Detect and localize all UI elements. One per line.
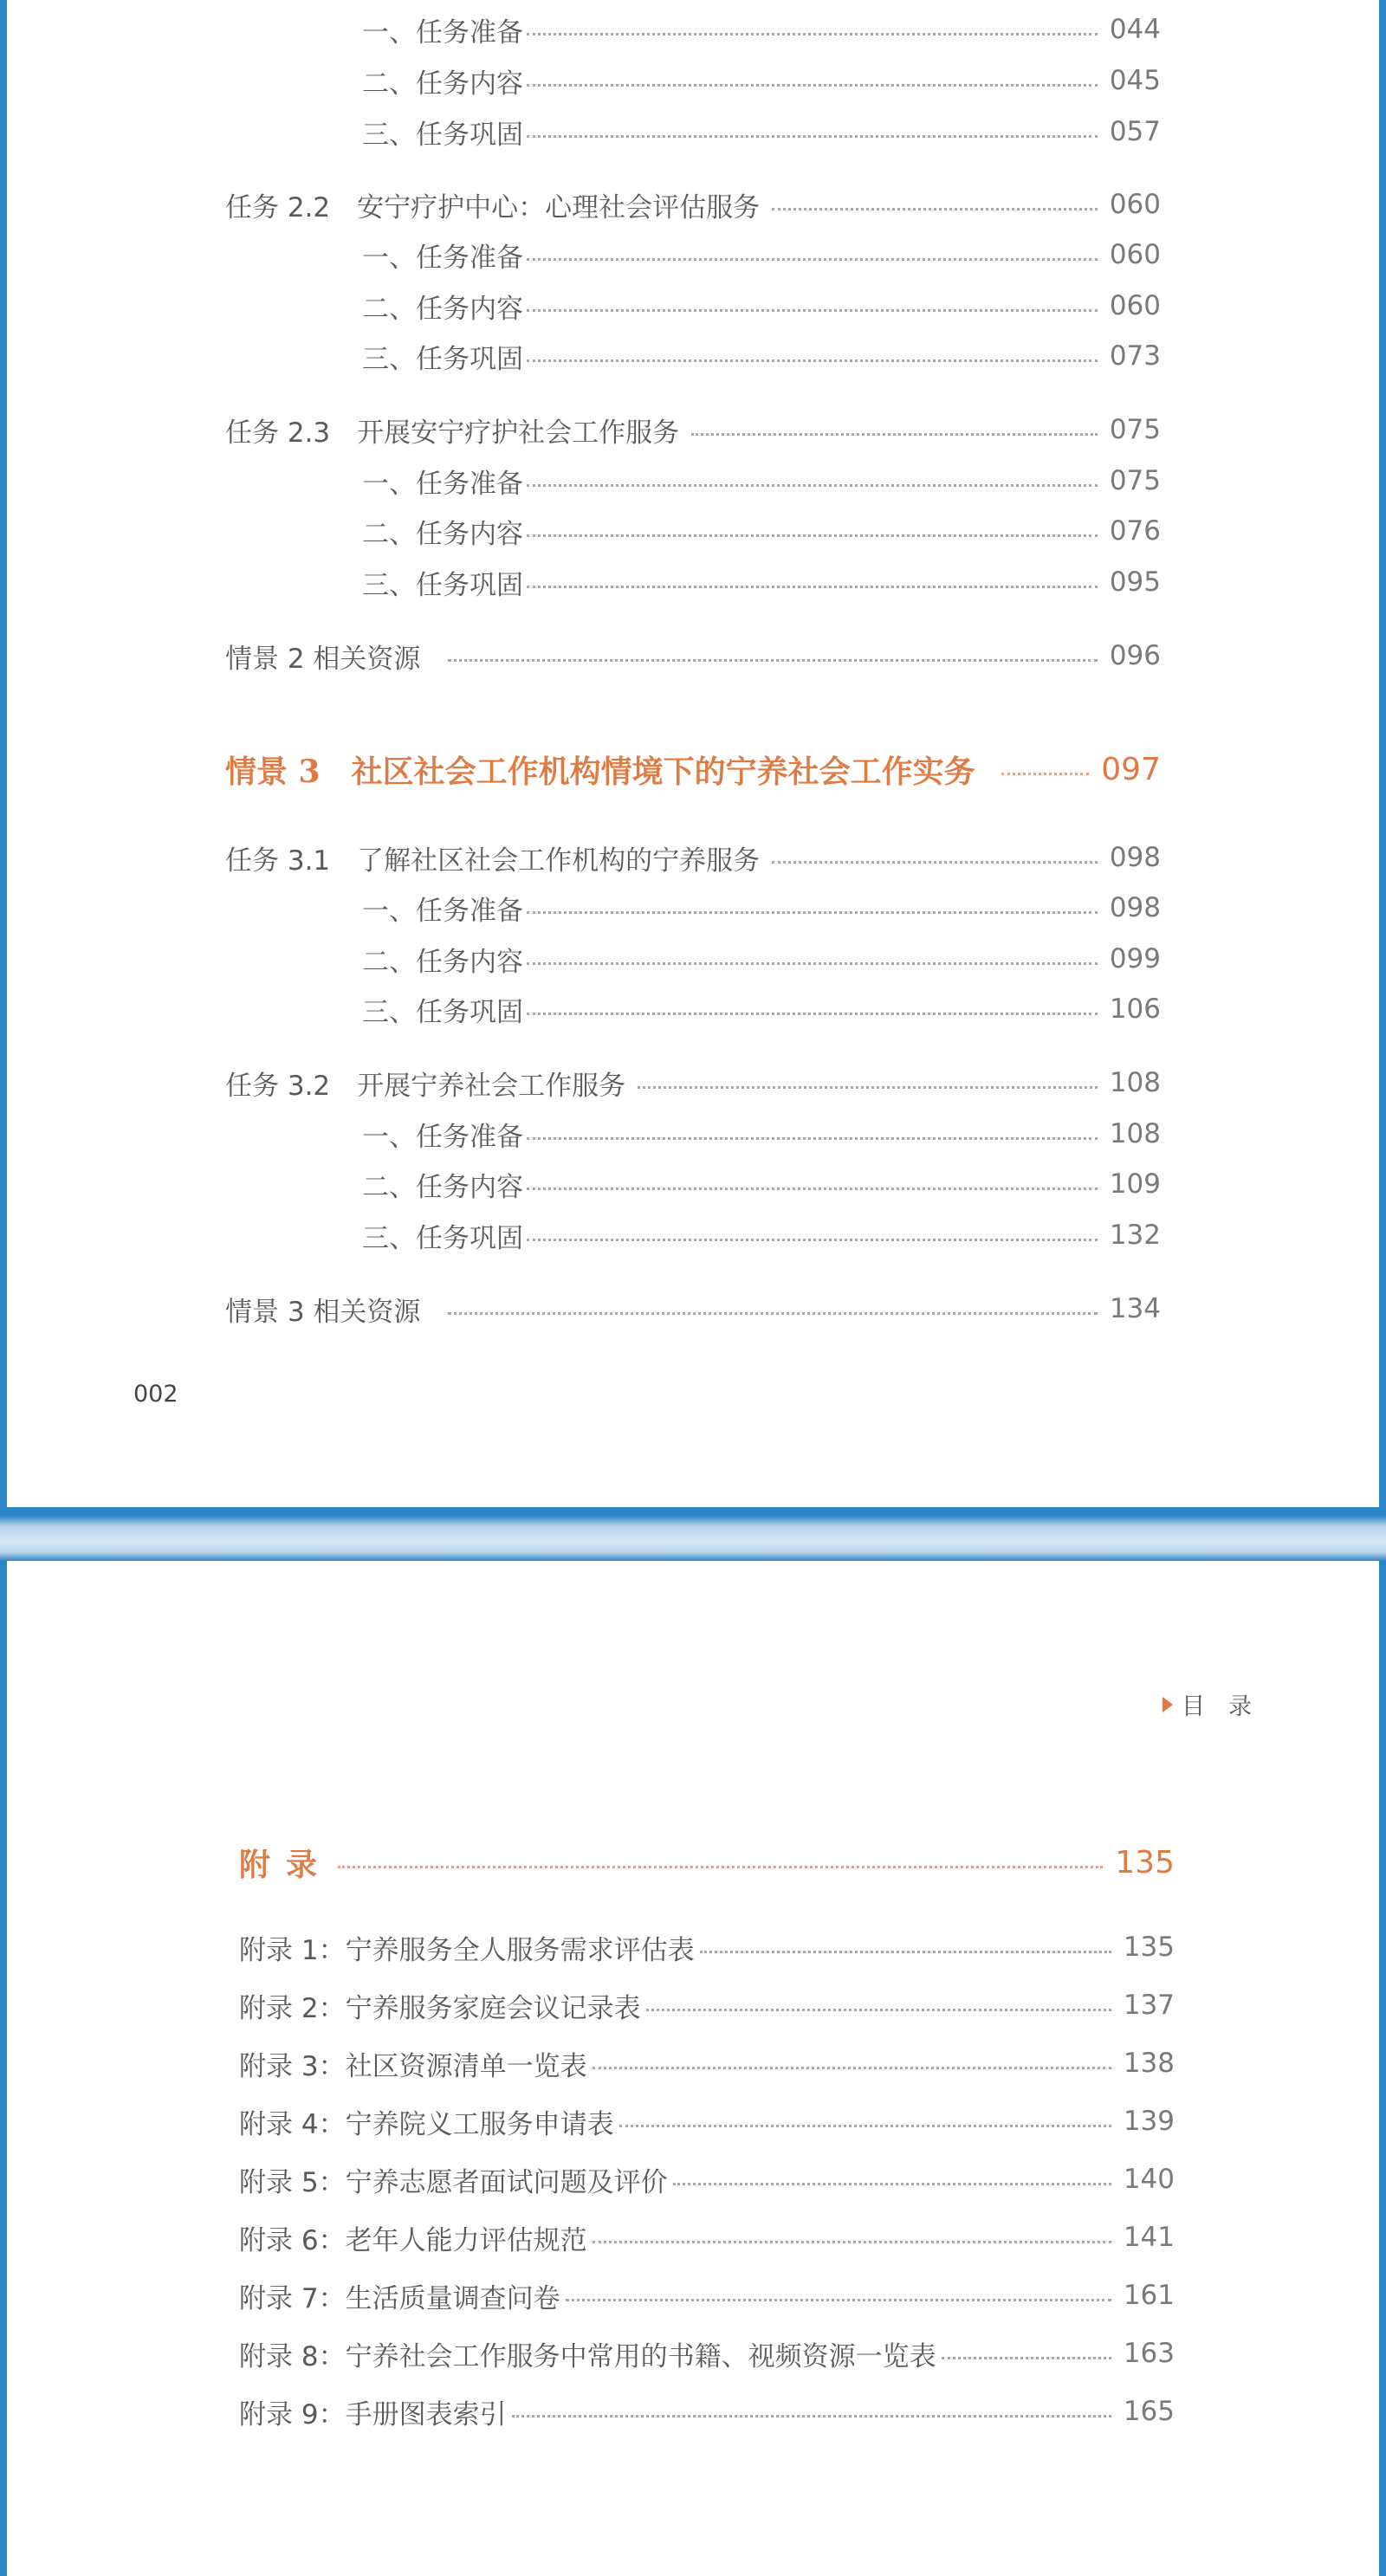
toc-subitem[interactable] (362, 61, 1161, 100)
toc-subitem-label: 三、任务巩固 (362, 1222, 523, 1254)
toc-page-number: 163 (1123, 2338, 1175, 2369)
toc-page-number: 165 (1123, 2396, 1175, 2427)
page-gap (0, 1507, 1386, 1561)
toc-subitem[interactable] (362, 990, 1161, 1028)
leader-dots (772, 208, 1098, 210)
leader-dots (527, 1239, 1098, 1241)
toc-subitem[interactable] (362, 236, 1161, 274)
toc-page-number: 106 (1109, 994, 1161, 1025)
toc-subitem[interactable] (362, 563, 1161, 601)
toc-subitem[interactable] (362, 113, 1161, 151)
toc-page-number: 108 (1109, 1067, 1161, 1098)
leader-dots (527, 1137, 1098, 1140)
toc-page-number: 098 (1109, 892, 1161, 923)
appendix-title: 附录 (239, 1846, 334, 1883)
leader-dots (527, 1188, 1098, 1190)
toc-page-number: 060 (1109, 239, 1161, 270)
toc-page-number: 135 (1123, 1932, 1175, 1963)
toc-subitem[interactable] (362, 337, 1161, 375)
leader-dots (527, 84, 1098, 87)
toc-appendix-item[interactable] (239, 2334, 1175, 2372)
leader-dots (527, 258, 1098, 261)
toc-subitem-label: 三、任务巩固 (362, 996, 523, 1028)
toc-appendix-item[interactable] (239, 2044, 1175, 2082)
leader-dots (527, 1013, 1098, 1015)
toc-task-entry[interactable] (225, 1064, 1161, 1102)
toc-page-number: 057 (1109, 116, 1161, 147)
toc-page-2 (7, 1561, 1379, 2576)
leader-dots (772, 861, 1098, 864)
toc-appendix-heading[interactable] (239, 1838, 1175, 1887)
toc-page-number: 139 (1123, 2106, 1175, 2137)
toc-resources-entry[interactable] (225, 1290, 1161, 1328)
leader-dots (942, 2357, 1111, 2359)
toc-page-number: 075 (1109, 414, 1161, 445)
toc-task-label: 任务 2.3 开展安宁疗护社会工作服务 (225, 417, 680, 449)
leader-dots (527, 586, 1098, 588)
leader-dots (527, 309, 1098, 312)
leader-dots (527, 962, 1098, 965)
toc-appendix-item[interactable] (239, 2102, 1175, 2140)
leader-dots (448, 659, 1097, 662)
toc-resources-label: 情景 3 相关资源 (225, 1296, 421, 1328)
appendix-item-label: 附录 8：宁养社会工作服务中常用的书籍、视频资源一览表 (239, 2340, 936, 2372)
toc-subitem[interactable] (362, 512, 1161, 550)
toc-subitem-label: 一、任务准备 (362, 468, 523, 500)
toc-appendix-item[interactable] (239, 2218, 1175, 2256)
toc-subitem[interactable] (362, 287, 1161, 325)
toc-task-label: 任务 3.1 了解社区社会工作机构的宁养服务 (225, 845, 761, 877)
leader-dots (673, 2183, 1111, 2185)
toc-page-number: 099 (1109, 943, 1161, 974)
toc-page-number: 108 (1109, 1118, 1161, 1149)
toc-page-number: 134 (1109, 1293, 1161, 1324)
toc-subitem-label: 二、任务内容 (362, 1171, 523, 1203)
toc-appendix-item[interactable] (239, 2276, 1175, 2314)
toc-page-number: 073 (1109, 340, 1161, 372)
toc-task-label: 任务 3.2 开展宁养社会工作服务 (225, 1070, 626, 1102)
page-number: 002 (133, 1381, 178, 1408)
leader-dots (527, 911, 1098, 914)
toc-page-number: 138 (1123, 2048, 1175, 2079)
toc-resources-label: 情景 2 相关资源 (225, 643, 421, 675)
leader-dots (638, 1086, 1098, 1089)
leader-dots (527, 359, 1098, 362)
toc-page-number: 044 (1109, 14, 1161, 45)
leader-dots (527, 135, 1098, 138)
toc-page-number: 060 (1109, 189, 1161, 220)
toc-chapter-page: 097 (1101, 751, 1161, 787)
appendix-item-label: 附录 4：宁养院义工服务申请表 (239, 2108, 614, 2140)
appendix-item-label: 附录 3：社区资源清单一览表 (239, 2050, 587, 2082)
leader-dots (566, 2299, 1111, 2301)
toc-page-1 (7, 0, 1379, 1507)
toc-appendix-item[interactable] (239, 2392, 1175, 2430)
leader-dots (593, 2241, 1111, 2243)
toc-task-label: 任务 2.2 安宁疗护中心：心理社会评估服务 (225, 191, 761, 223)
toc-subitem[interactable] (362, 10, 1161, 49)
toc-page-number: 140 (1123, 2164, 1175, 2195)
toc-subitem-label: 二、任务内容 (362, 946, 523, 978)
toc-page-number: 132 (1109, 1220, 1161, 1251)
running-header-text: 目 录 (1182, 1693, 1252, 1720)
toc-page-number: 096 (1109, 640, 1161, 671)
toc-subitem[interactable] (362, 940, 1161, 978)
toc-subitem-label: 三、任务巩固 (362, 343, 523, 375)
toc-page-number: 098 (1109, 842, 1161, 873)
toc-resources-entry[interactable] (225, 637, 1161, 675)
toc-subitem[interactable] (362, 1216, 1161, 1254)
leader-dots (646, 2009, 1111, 2011)
toc-subitem[interactable] (362, 1165, 1161, 1203)
toc-subitem-label: 二、任务内容 (362, 518, 523, 550)
leader-dots (700, 1951, 1111, 1953)
toc-subitem-label: 三、任务巩固 (362, 569, 523, 601)
toc-page-number: 045 (1109, 65, 1161, 96)
toc-page-number: 075 (1109, 465, 1161, 496)
toc-appendix-item[interactable] (239, 1986, 1175, 2024)
leader-dots (1001, 773, 1090, 775)
toc-appendix-item[interactable] (239, 1928, 1175, 1966)
toc-subitem-label: 二、任务内容 (362, 293, 523, 325)
toc-page-number: 095 (1109, 566, 1161, 598)
toc-page-number: 109 (1109, 1168, 1161, 1200)
appendix-item-label: 附录 7：生活质量调查问卷 (239, 2282, 560, 2314)
toc-subitem-label: 一、任务准备 (362, 242, 523, 274)
leader-dots (527, 534, 1098, 537)
toc-page-number: 076 (1109, 515, 1161, 547)
appendix-item-label: 附录 9：手册图表索引 (239, 2398, 507, 2430)
toc-subitem-label: 二、任务内容 (362, 68, 523, 100)
leader-dots (691, 433, 1098, 436)
toc-chapter-title: 情景 3 社区社会工作机构情境下的宁养社会工作实务 (225, 753, 975, 790)
toc-subitem[interactable] (362, 1115, 1161, 1153)
leader-dots (527, 484, 1098, 487)
appendix-item-label: 附录 1：宁养服务全人服务需求评估表 (239, 1934, 695, 1966)
toc-page-number: 141 (1123, 2222, 1175, 2253)
appendix-page: 135 (1115, 1844, 1175, 1880)
toc-subitem-label: 一、任务准备 (362, 895, 523, 927)
toc-page-number: 161 (1123, 2280, 1175, 2311)
appendix-item-label: 附录 6：老年人能力评估规范 (239, 2224, 587, 2256)
leader-dots (448, 1312, 1097, 1315)
leader-dots (527, 33, 1098, 36)
toc-task-entry[interactable] (225, 185, 1161, 223)
appendix-item-label: 附录 2：宁养服务家庭会议记录表 (239, 1992, 641, 2024)
toc-subitem-label: 三、任务巩固 (362, 119, 523, 151)
toc-page-number: 060 (1109, 290, 1161, 321)
appendix-item-label: 附录 5：宁养志愿者面试问题及评价 (239, 2166, 668, 2198)
toc-subitem-label: 一、任务准备 (362, 1121, 523, 1153)
toc-subitem[interactable] (362, 889, 1161, 927)
toc-task-entry[interactable] (225, 411, 1161, 449)
leader-dots (512, 2415, 1111, 2417)
running-header (1163, 1687, 1252, 1721)
toc-task-entry[interactable] (225, 838, 1161, 877)
toc-chapter-entry[interactable] (225, 745, 1161, 793)
leader-dots (338, 1866, 1103, 1868)
triangle-marker-icon (1163, 1697, 1173, 1712)
toc-page-number: 137 (1123, 1990, 1175, 2021)
toc-appendix-item[interactable] (239, 2160, 1175, 2198)
leader-dots (593, 2067, 1111, 2069)
leader-dots (619, 2125, 1111, 2127)
toc-subitem-label: 一、任务准备 (362, 16, 523, 49)
toc-subitem[interactable] (362, 462, 1161, 500)
